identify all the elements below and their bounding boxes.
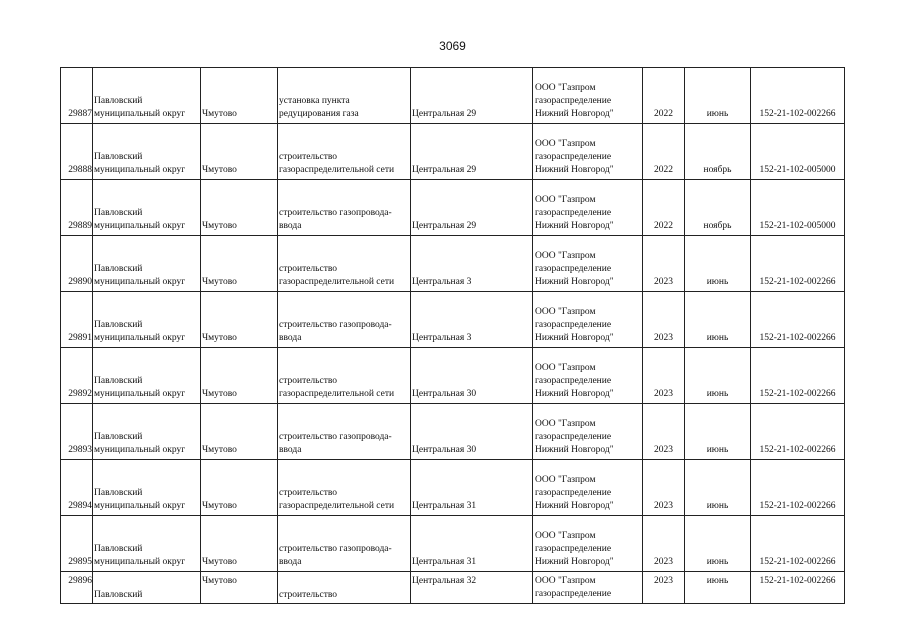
organization-cell bbox=[533, 180, 643, 236]
organization-cell bbox=[533, 404, 643, 460]
line: муниципальный округ bbox=[94, 109, 186, 119]
line: газораспределительной сети bbox=[279, 389, 395, 399]
month-cell: июнь bbox=[685, 292, 751, 348]
work-cell bbox=[278, 68, 411, 124]
line: Нижний Новгород" bbox=[535, 165, 614, 175]
line: ввода bbox=[279, 221, 302, 231]
line: ООО "Газпром bbox=[535, 531, 596, 541]
organization-cell bbox=[533, 68, 643, 124]
year-cell: 2022 bbox=[643, 180, 685, 236]
street-cell: Центральная 29 bbox=[411, 180, 533, 236]
line: газораспределительной сети bbox=[279, 277, 395, 287]
line: Павловский bbox=[94, 152, 143, 162]
line: муниципальный округ bbox=[94, 165, 186, 175]
work-cell bbox=[278, 292, 411, 348]
street-cell: Центральная 32 bbox=[411, 572, 533, 604]
district-cell bbox=[93, 460, 201, 516]
year-cell: 2022 bbox=[643, 124, 685, 180]
organization-cell bbox=[533, 348, 643, 404]
line: ООО "Газпром bbox=[535, 139, 596, 149]
street-cell: Центральная 31 bbox=[411, 460, 533, 516]
district-cell bbox=[93, 348, 201, 404]
settlement-cell: Чмутово bbox=[201, 572, 278, 604]
settlement-cell: Чмутово bbox=[201, 292, 278, 348]
line: ООО "Газпром bbox=[535, 419, 596, 429]
settlement-cell: Чмутово bbox=[201, 236, 278, 292]
district-cell bbox=[93, 516, 201, 572]
row-number: 29889 bbox=[61, 180, 93, 236]
code-cell: 152-21-102-002266 bbox=[751, 348, 845, 404]
district-cell bbox=[93, 236, 201, 292]
line: Нижний Новгород" bbox=[535, 277, 614, 287]
year-cell: 2023 bbox=[643, 572, 685, 604]
work-cell bbox=[278, 404, 411, 460]
district-cell bbox=[93, 124, 201, 180]
month-cell: июнь bbox=[685, 404, 751, 460]
line: Нижний Новгород" bbox=[535, 109, 614, 119]
month-cell: июнь bbox=[685, 460, 751, 516]
table-row bbox=[61, 68, 845, 124]
line: Павловский bbox=[94, 320, 143, 330]
row-number: 29894 bbox=[61, 460, 93, 516]
line: муниципальный округ bbox=[94, 557, 186, 567]
year-cell: 2023 bbox=[643, 348, 685, 404]
year-cell: 2023 bbox=[643, 460, 685, 516]
row-number: 29891 bbox=[61, 292, 93, 348]
line: ООО "Газпром bbox=[535, 363, 596, 373]
year-cell: 2023 bbox=[643, 292, 685, 348]
code-cell: 152-21-102-002266 bbox=[751, 68, 845, 124]
line: муниципальный округ bbox=[94, 445, 186, 455]
line: муниципальный округ bbox=[94, 333, 186, 343]
line: строительство bbox=[279, 488, 338, 498]
table-row bbox=[61, 180, 845, 236]
row-number: 29887 bbox=[61, 68, 93, 124]
page-number: 3069 bbox=[439, 39, 466, 53]
work-cell bbox=[278, 516, 411, 572]
organization-cell bbox=[533, 460, 643, 516]
table-row bbox=[61, 460, 845, 516]
table-row bbox=[61, 404, 845, 460]
table-row bbox=[61, 124, 845, 180]
month-cell: июнь bbox=[685, 68, 751, 124]
month-cell: ноябрь bbox=[685, 180, 751, 236]
year-cell: 2022 bbox=[643, 68, 685, 124]
month-cell: июнь bbox=[685, 348, 751, 404]
line: Нижний Новгород" bbox=[535, 501, 614, 511]
line: Нижний Новгород" bbox=[535, 333, 614, 343]
month-cell: июнь bbox=[685, 572, 751, 604]
settlement-cell: Чмутово bbox=[201, 124, 278, 180]
code-cell: 152-21-102-002266 bbox=[751, 292, 845, 348]
month-cell: июнь bbox=[685, 236, 751, 292]
settlement-cell: Чмутово bbox=[201, 404, 278, 460]
line: газораспределение bbox=[535, 432, 612, 442]
line: муниципальный округ bbox=[94, 277, 186, 287]
line: ООО "Газпром bbox=[535, 83, 596, 93]
line: газораспределение bbox=[535, 544, 612, 554]
line: строительство газопровода- bbox=[279, 544, 392, 554]
code-cell: 152-21-102-002266 bbox=[751, 516, 845, 572]
line: ООО "Газпром bbox=[535, 475, 596, 485]
line: ООО "Газпром bbox=[535, 251, 596, 261]
line: муниципальный округ bbox=[94, 389, 186, 399]
work-cell bbox=[278, 124, 411, 180]
line: строительство газопровода- bbox=[279, 320, 392, 330]
line: ООО "Газпром bbox=[535, 576, 596, 586]
table-row bbox=[61, 516, 845, 572]
table-row bbox=[61, 348, 845, 404]
line: Павловский bbox=[94, 264, 143, 274]
street-cell: Центральная 29 bbox=[411, 68, 533, 124]
street-cell: Центральная 31 bbox=[411, 516, 533, 572]
row-number: 29888 bbox=[61, 124, 93, 180]
line: ввода bbox=[279, 333, 302, 343]
line: газораспределительной сети bbox=[279, 501, 395, 511]
month-cell: июнь bbox=[685, 516, 751, 572]
line: ввода bbox=[279, 557, 302, 567]
code-cell: 152-21-102-005000 bbox=[751, 180, 845, 236]
year-cell: 2023 bbox=[643, 404, 685, 460]
street-cell: Центральная 29 bbox=[411, 124, 533, 180]
year-cell: 2023 bbox=[643, 516, 685, 572]
line: Павловский bbox=[94, 488, 143, 498]
code-cell: 152-21-102-002266 bbox=[751, 236, 845, 292]
district-cell bbox=[93, 404, 201, 460]
row-number: 29893 bbox=[61, 404, 93, 460]
settlement-cell: Чмутово bbox=[201, 460, 278, 516]
line: газораспределение bbox=[535, 376, 612, 386]
line: муниципальный округ bbox=[94, 501, 186, 511]
line: строительство bbox=[279, 152, 338, 162]
work-cell bbox=[278, 460, 411, 516]
table-row bbox=[61, 572, 845, 604]
work-cell bbox=[278, 180, 411, 236]
month-cell: ноябрь bbox=[685, 124, 751, 180]
line: Павловский bbox=[94, 544, 143, 554]
work-cell bbox=[278, 348, 411, 404]
line: газораспределительной сети bbox=[279, 165, 395, 175]
row-number: 29896 bbox=[61, 572, 93, 604]
line: строительство газопровода- bbox=[279, 432, 392, 442]
line: ООО "Газпром bbox=[535, 195, 596, 205]
settlement-cell: Чмутово bbox=[201, 348, 278, 404]
line: Нижний Новгород" bbox=[535, 445, 614, 455]
line: газораспределение bbox=[535, 488, 612, 498]
organization-cell bbox=[533, 516, 643, 572]
district-cell: Павловский bbox=[93, 572, 201, 604]
row-number: 29892 bbox=[61, 348, 93, 404]
records-table bbox=[60, 67, 845, 604]
street-cell: Центральная 3 bbox=[411, 292, 533, 348]
line: газораспределение bbox=[535, 208, 612, 218]
settlement-cell: Чмутово bbox=[201, 180, 278, 236]
district-cell bbox=[93, 292, 201, 348]
line: газораспределение bbox=[535, 264, 612, 274]
settlement-cell: Чмутово bbox=[201, 516, 278, 572]
line: Нижний Новгород" bbox=[535, 389, 614, 399]
line: газораспределение bbox=[535, 152, 612, 162]
code-cell: 152-21-102-002266 bbox=[751, 404, 845, 460]
code-cell: 152-21-102-002266 bbox=[751, 460, 845, 516]
line: Нижний Новгород" bbox=[535, 557, 614, 567]
line: Нижний Новгород" bbox=[535, 221, 614, 231]
organization-cell bbox=[533, 124, 643, 180]
line: строительство bbox=[279, 376, 338, 386]
line: ООО "Газпром bbox=[535, 307, 596, 317]
work-cell bbox=[278, 236, 411, 292]
line: Павловский bbox=[94, 208, 143, 218]
line: строительство bbox=[279, 264, 338, 274]
table-row bbox=[61, 236, 845, 292]
work-cell: строительство bbox=[278, 572, 411, 604]
line: редуцирования газа bbox=[279, 109, 359, 119]
street-cell: Центральная 3 bbox=[411, 236, 533, 292]
district-cell bbox=[93, 180, 201, 236]
street-cell: Центральная 30 bbox=[411, 348, 533, 404]
year-cell: 2023 bbox=[643, 236, 685, 292]
organization-cell bbox=[533, 572, 643, 604]
line: Павловский bbox=[94, 376, 143, 386]
district-cell bbox=[93, 68, 201, 124]
row-number: 29890 bbox=[61, 236, 93, 292]
line: установка пункта bbox=[279, 96, 350, 106]
code-cell: 152-21-102-005000 bbox=[751, 124, 845, 180]
line: муниципальный округ bbox=[94, 221, 186, 231]
row-number: 29895 bbox=[61, 516, 93, 572]
line: газораспределение bbox=[535, 96, 612, 106]
line: строительство газопровода- bbox=[279, 208, 392, 218]
line: Павловский bbox=[94, 432, 143, 442]
organization-cell bbox=[533, 236, 643, 292]
line: газораспределение bbox=[535, 589, 612, 599]
organization-cell bbox=[533, 292, 643, 348]
code-cell: 152-21-102-002266 bbox=[751, 572, 845, 604]
settlement-cell: Чмутово bbox=[201, 68, 278, 124]
line: Павловский bbox=[94, 96, 143, 106]
line: ввода bbox=[279, 445, 302, 455]
line: газораспределение bbox=[535, 320, 612, 330]
street-cell: Центральная 30 bbox=[411, 404, 533, 460]
table-row bbox=[61, 292, 845, 348]
